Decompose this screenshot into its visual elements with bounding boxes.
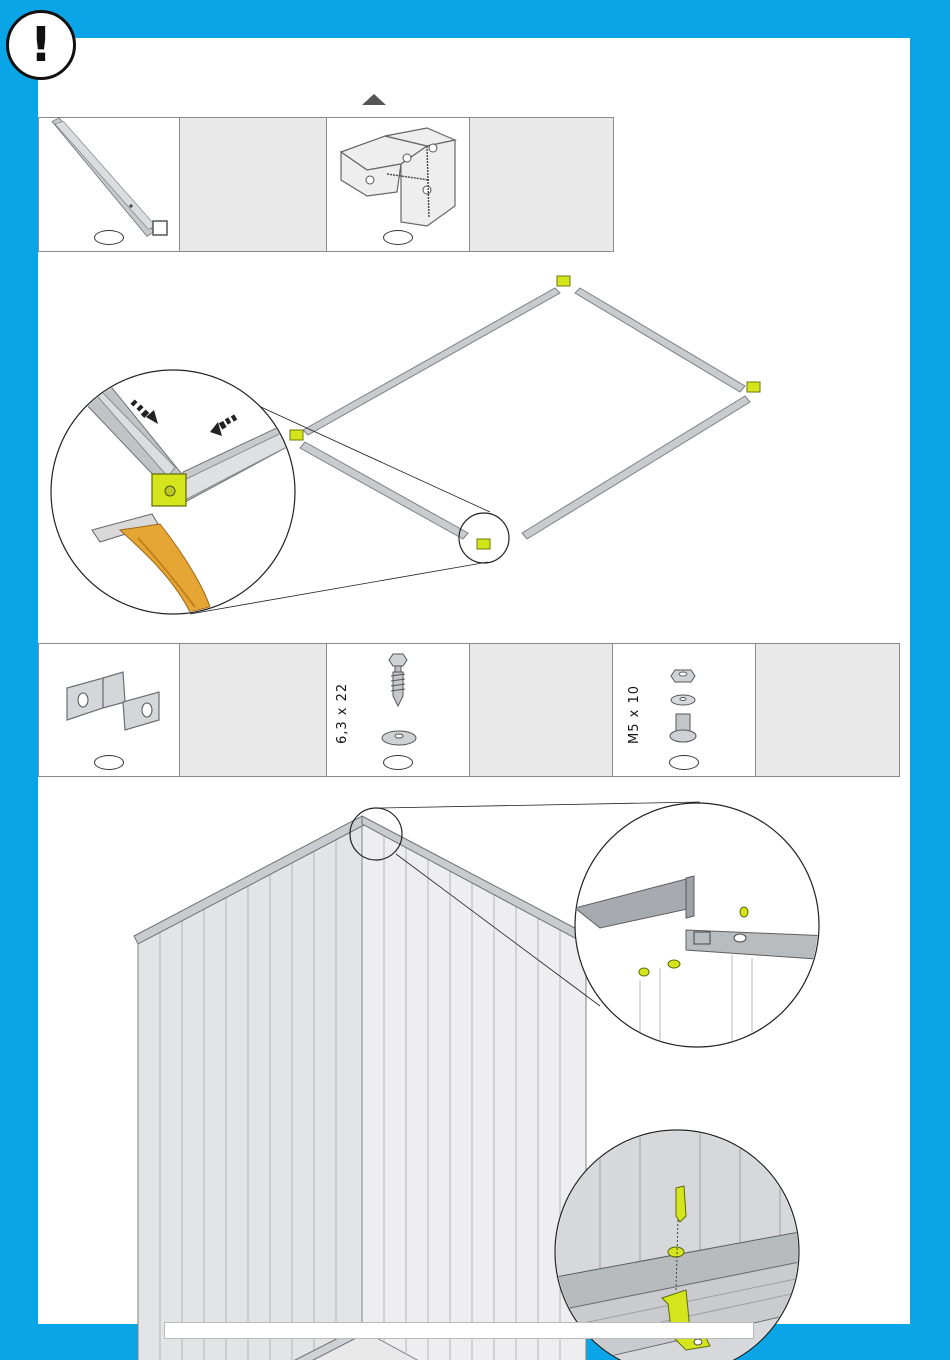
count-cell <box>756 644 899 776</box>
corner-connector-marks <box>290 276 760 549</box>
part-cell-bolt <box>613 644 756 776</box>
parts-row-1 <box>38 117 614 252</box>
base-frame-assembly-illustration <box>0 262 950 622</box>
exclamation-warning-icon: ! <box>30 17 52 73</box>
count-cell <box>180 644 327 776</box>
direction-marker-icon <box>362 94 386 105</box>
parts-row-2 <box>38 643 900 777</box>
bolt-spec-label: M5 x 10 <box>627 685 642 744</box>
part-cell-tube <box>39 118 180 251</box>
count-oval <box>383 230 413 245</box>
footer-bar <box>164 1322 754 1339</box>
count-cell <box>470 118 613 251</box>
part-cell-corner <box>327 118 470 251</box>
part-cell-screw <box>327 644 470 776</box>
wall-assembly-illustration <box>0 790 950 1330</box>
count-cell <box>180 118 327 251</box>
part-cell-bracket <box>39 644 180 776</box>
warning-badge <box>6 10 76 80</box>
count-oval <box>383 755 413 770</box>
count-oval <box>94 230 124 245</box>
count-oval <box>669 755 699 770</box>
screw-spec-label: 6,3 x 22 <box>335 682 350 744</box>
count-cell <box>470 644 613 776</box>
count-oval <box>94 755 124 770</box>
